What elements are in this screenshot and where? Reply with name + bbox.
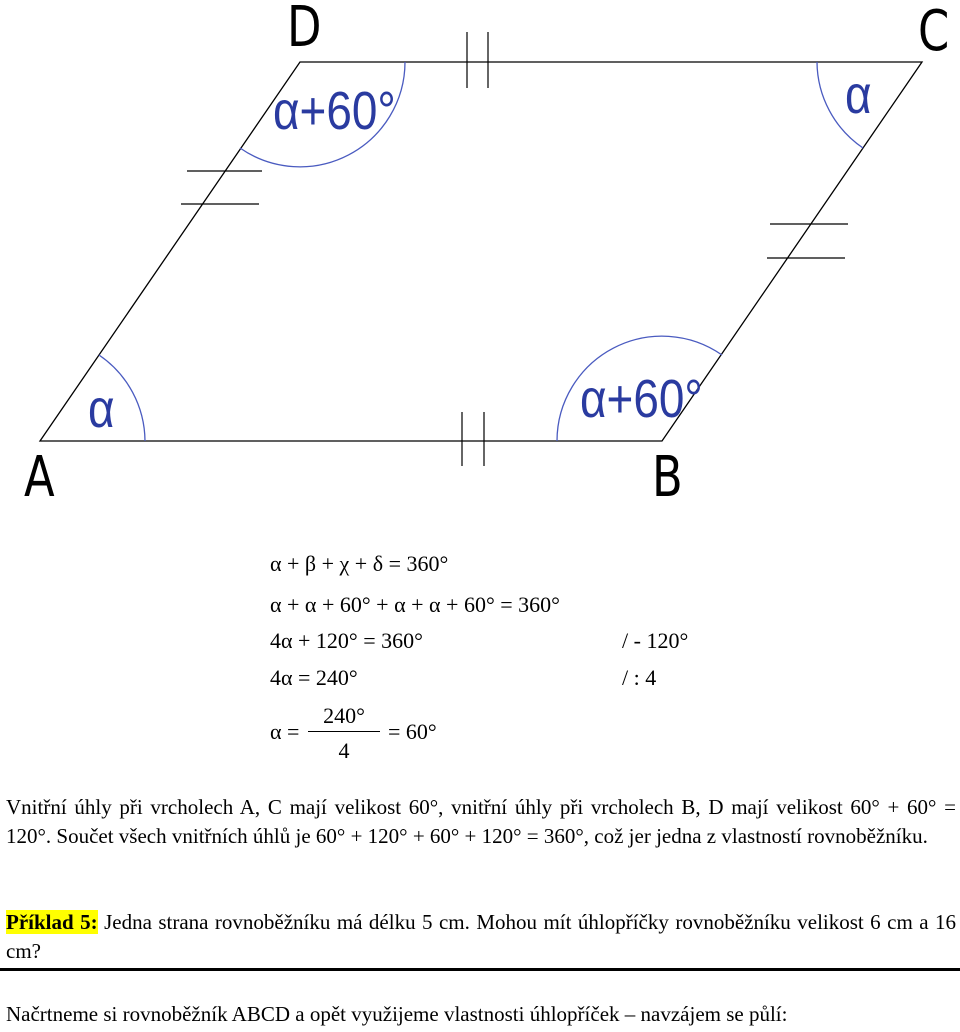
explanation-paragraph: Vnitřní úhly při vrcholech A, C mají velikost 60°, vnitřní úhly při vrcholech B, D mají velikost 60° + 60° = 120°. Součet všech vnitřních úhlů je 60° + 120° + 60° + 120° = 360°, což jer jedna z vlastností rovnoběžníku. [6,795,956,848]
section-divider [0,968,960,971]
angle-label-b: α+60° [580,369,703,429]
angle-label-c: α [845,65,872,125]
angle-label-d: α+60° [273,81,396,141]
example-text: Jedna strana rovnoběžníku má délku 5 cm. Mohou mít úhlopříčky rovnoběžníku velikost 6 cm a 16 cm? [6,910,956,963]
equation-result-rhs: = 60° [388,719,437,744]
equation-substitution: α + α + 60° + α + α + 60° = 360° [270,592,560,617]
vertex-label-c: C [918,0,950,64]
parallelogram-outline [40,62,922,441]
equation-result-lhs: α = [270,719,300,744]
fraction-numerator: 240° [323,703,365,728]
angle-label-a: α [88,379,115,439]
vertex-label-b: B [652,445,683,510]
equation-angle-sum: α + β + χ + δ = 360° [270,551,449,576]
example-paragraph [6,908,956,966]
equation-simplified: 4α + 120° = 360° [270,628,423,653]
equation-operation-divide: / : 4 [622,665,657,690]
vertex-label-d: D [287,0,322,60]
fraction-denominator: 4 [338,738,350,763]
example-label: Příklad 5: [6,910,98,934]
equation-4alpha: 4α = 240° [270,665,358,690]
equation-operation-subtract: / - 120° [622,628,689,653]
vertex-label-a: A [24,445,55,510]
solution-intro-paragraph: Načrtneme si rovnoběžník ABCD a opět využijeme vlastnosti úhlopříček – navzájem se půlí: [6,1002,788,1026]
fraction-bar [308,731,380,732]
